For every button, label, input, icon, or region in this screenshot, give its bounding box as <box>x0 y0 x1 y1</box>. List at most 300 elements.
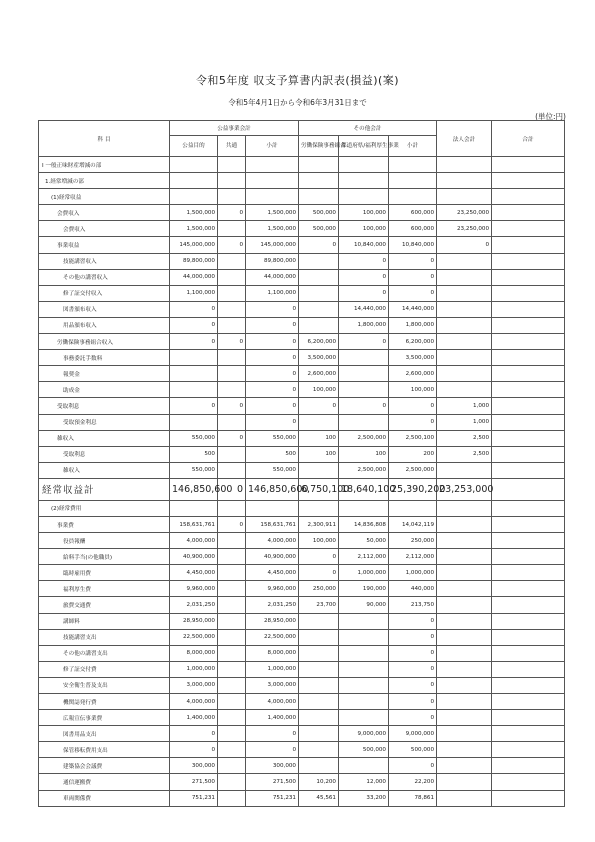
row-value <box>299 677 339 693</box>
row-value: 4,450,000 <box>170 565 218 581</box>
row-value: 0 <box>389 629 437 645</box>
row-value <box>299 726 339 742</box>
row-label: 労働保険事務組合収入 <box>39 334 170 350</box>
row-value <box>218 565 246 581</box>
row-value: 0 <box>339 253 389 269</box>
row-label: 通信運搬費 <box>39 774 170 790</box>
row-value <box>299 710 339 726</box>
table-row <box>39 205 565 221</box>
row-value: 0 <box>389 613 437 629</box>
row-value <box>299 189 339 205</box>
row-value <box>437 790 492 806</box>
table-row <box>39 677 565 693</box>
row-label: 事務委託手数料 <box>39 350 170 366</box>
row-value: 9,960,000 <box>246 581 299 597</box>
row-value <box>437 462 492 478</box>
row-value: 751,231 <box>246 790 299 806</box>
row-value <box>299 173 339 189</box>
row-value: 23,253,000 <box>437 478 492 500</box>
row-value <box>218 253 246 269</box>
table-row <box>39 366 565 382</box>
row-value: 2,500,000 <box>389 462 437 478</box>
row-value <box>339 645 389 661</box>
row-label: 修了証交付費 <box>39 661 170 677</box>
row-value: 0 <box>218 205 246 221</box>
row-value <box>218 694 246 710</box>
row-value <box>492 269 565 285</box>
row-value <box>170 500 218 516</box>
row-label: 事業費 <box>39 516 170 532</box>
header-public-group: 公益事業会計 <box>170 121 299 136</box>
row-value: 22,500,000 <box>170 629 218 645</box>
row-value: 0 <box>339 285 389 301</box>
row-value: 1,500,000 <box>246 205 299 221</box>
table-row <box>39 414 565 430</box>
row-label: 助成金 <box>39 382 170 398</box>
header-pub-sub: 小計 <box>246 136 299 157</box>
row-value <box>437 726 492 742</box>
row-value <box>492 173 565 189</box>
row-value <box>437 613 492 629</box>
row-label: (2)経常費用 <box>39 500 170 516</box>
row-value: 1,000 <box>437 414 492 430</box>
row-value <box>437 629 492 645</box>
row-value <box>218 446 246 462</box>
table-row <box>39 742 565 758</box>
header-total: 合計 <box>492 121 565 157</box>
row-value <box>437 253 492 269</box>
row-value <box>389 189 437 205</box>
row-value: 0 <box>389 758 437 774</box>
row-value: 1,000,000 <box>246 661 299 677</box>
row-value <box>218 500 246 516</box>
report-title: 令和5年度 収支予算書内訳表(損益)(案) <box>195 74 400 87</box>
row-value: 1,100,000 <box>170 285 218 301</box>
table-row <box>39 221 565 237</box>
row-value: 271,500 <box>170 774 218 790</box>
row-value <box>492 334 565 350</box>
row-value <box>339 629 389 645</box>
row-value <box>492 350 565 366</box>
row-value: 500,000 <box>389 742 437 758</box>
row-value <box>492 613 565 629</box>
row-value: 0 <box>170 398 218 414</box>
row-value <box>218 173 246 189</box>
total-row <box>39 478 565 500</box>
row-value <box>218 774 246 790</box>
row-value: 0 <box>170 742 218 758</box>
row-value <box>437 549 492 565</box>
row-value: 0 <box>246 301 299 317</box>
row-value <box>170 173 218 189</box>
table-row <box>39 710 565 726</box>
row-value <box>339 350 389 366</box>
row-value: 78,861 <box>389 790 437 806</box>
table-row <box>39 350 565 366</box>
row-value: 1,500,000 <box>170 221 218 237</box>
row-value: 0 <box>389 677 437 693</box>
row-value: 2,600,000 <box>299 366 339 382</box>
row-value <box>299 301 339 317</box>
row-value: 1,400,000 <box>246 710 299 726</box>
row-value <box>492 516 565 532</box>
row-value: 28,950,000 <box>246 613 299 629</box>
table-row <box>39 173 565 189</box>
row-label: 臨時雇用費 <box>39 565 170 581</box>
row-value: 44,000,000 <box>170 269 218 285</box>
row-value <box>492 742 565 758</box>
row-value <box>492 205 565 221</box>
row-value: 250,000 <box>389 533 437 549</box>
row-value <box>170 189 218 205</box>
row-value <box>339 173 389 189</box>
row-value <box>218 742 246 758</box>
table-row <box>39 500 565 516</box>
row-value <box>492 446 565 462</box>
row-value <box>299 758 339 774</box>
row-value: 158,631,761 <box>246 516 299 532</box>
table-row <box>39 565 565 581</box>
table-row <box>39 774 565 790</box>
row-value: 2,500 <box>437 430 492 446</box>
row-value: 100 <box>299 430 339 446</box>
row-value: 0 <box>246 350 299 366</box>
row-value <box>170 414 218 430</box>
row-value <box>492 500 565 516</box>
row-value: 45,561 <box>299 790 339 806</box>
row-value: 0 <box>437 237 492 253</box>
row-value: 0 <box>246 317 299 333</box>
row-value <box>218 301 246 317</box>
row-label: 建築協会会議費 <box>39 758 170 774</box>
row-value: 23,250,000 <box>437 205 492 221</box>
row-value <box>218 710 246 726</box>
row-label: 技能講習支出 <box>39 629 170 645</box>
row-value: 250,000 <box>299 581 339 597</box>
row-value <box>339 382 389 398</box>
row-value <box>492 726 565 742</box>
row-value: 500,000 <box>339 742 389 758</box>
row-value <box>339 414 389 430</box>
table-body <box>39 157 565 807</box>
row-value <box>339 500 389 516</box>
report-period: 令和5年4月1日から令和6年3月31日まで <box>228 98 367 107</box>
table-row <box>39 462 565 478</box>
row-value: 2,112,000 <box>339 549 389 565</box>
header-oth-sub: 小計 <box>389 136 437 157</box>
row-value: 33,200 <box>339 790 389 806</box>
row-label: 受取利息 <box>39 398 170 414</box>
row-value: 3,000,000 <box>246 677 299 693</box>
row-value: 6,200,000 <box>299 334 339 350</box>
row-label: 安全衛生普及支出 <box>39 677 170 693</box>
row-value <box>218 581 246 597</box>
row-value <box>492 565 565 581</box>
row-value <box>218 661 246 677</box>
table-row <box>39 629 565 645</box>
row-value: 100,000 <box>389 382 437 398</box>
row-value <box>492 189 565 205</box>
row-value: 550,000 <box>170 462 218 478</box>
header-other-group: その他会計 <box>299 121 437 136</box>
row-value: 4,000,000 <box>246 694 299 710</box>
table-row <box>39 613 565 629</box>
row-value <box>170 157 218 173</box>
table-row <box>39 790 565 806</box>
table-row <box>39 157 565 173</box>
row-value: 0 <box>389 285 437 301</box>
row-value: 0 <box>246 398 299 414</box>
row-value <box>437 677 492 693</box>
row-value <box>246 173 299 189</box>
row-value: 145,000,000 <box>246 237 299 253</box>
row-label: 給料手当(の他職員) <box>39 549 170 565</box>
row-value: 0 <box>339 398 389 414</box>
table-row <box>39 597 565 613</box>
row-value <box>299 694 339 710</box>
row-value <box>218 726 246 742</box>
row-value: 2,031,250 <box>170 597 218 613</box>
row-value: 0 <box>218 237 246 253</box>
row-value <box>339 694 389 710</box>
row-value: 23,250,000 <box>437 221 492 237</box>
row-value: 23,700 <box>299 597 339 613</box>
row-value: 1,500,000 <box>246 221 299 237</box>
row-value: 40,900,000 <box>246 549 299 565</box>
row-value <box>299 253 339 269</box>
row-value <box>437 742 492 758</box>
row-value: 3,000,000 <box>170 677 218 693</box>
row-value <box>492 221 565 237</box>
row-value: 9,000,000 <box>339 726 389 742</box>
row-value <box>299 661 339 677</box>
table-row <box>39 398 565 414</box>
row-label: 事業収益 <box>39 237 170 253</box>
row-value: 100 <box>339 446 389 462</box>
row-value <box>437 285 492 301</box>
row-value <box>492 629 565 645</box>
row-value: 751,231 <box>170 790 218 806</box>
row-value: 0 <box>170 301 218 317</box>
table-header <box>39 121 565 157</box>
row-label: 広報宣伝事業費 <box>39 710 170 726</box>
row-value: 1,500,000 <box>170 205 218 221</box>
row-value: 2,112,000 <box>389 549 437 565</box>
row-value: 0 <box>218 478 246 500</box>
row-value <box>218 366 246 382</box>
row-value: 0 <box>246 414 299 430</box>
row-value: 550,000 <box>170 430 218 446</box>
row-value: 8,000,000 <box>170 645 218 661</box>
row-value: 2,500 <box>437 446 492 462</box>
row-value <box>339 366 389 382</box>
row-value: 0 <box>339 334 389 350</box>
row-label: その他の講習支出 <box>39 645 170 661</box>
row-label: 旅費交通費 <box>39 597 170 613</box>
table-row <box>39 516 565 532</box>
row-label: 役員報酬 <box>39 533 170 549</box>
row-value <box>437 597 492 613</box>
row-value: 4,000,000 <box>246 533 299 549</box>
row-value: 500,000 <box>299 221 339 237</box>
row-value: 0 <box>170 726 218 742</box>
table-row <box>39 285 565 301</box>
row-value <box>492 253 565 269</box>
row-value: 0 <box>299 398 339 414</box>
row-value: 18,640,100 <box>339 478 389 500</box>
row-value <box>218 613 246 629</box>
row-value: 0 <box>218 334 246 350</box>
row-value: 100,000 <box>299 382 339 398</box>
table-row <box>39 645 565 661</box>
row-value: 50,000 <box>339 533 389 549</box>
row-value <box>218 758 246 774</box>
row-value <box>437 516 492 532</box>
row-value: 0 <box>246 382 299 398</box>
row-value <box>492 414 565 430</box>
row-value: 200 <box>389 446 437 462</box>
row-value: 0 <box>246 334 299 350</box>
table-row <box>39 317 565 333</box>
row-value: 2,500,000 <box>339 462 389 478</box>
row-value: 500,000 <box>299 205 339 221</box>
row-value: 4,000,000 <box>170 694 218 710</box>
row-value: 10,840,000 <box>389 237 437 253</box>
table-row <box>39 533 565 549</box>
header-oth-b: 都道府県/福利厚生事業 <box>339 136 389 157</box>
row-value: 12,000 <box>339 774 389 790</box>
row-value: 2,300,911 <box>299 516 339 532</box>
row-value <box>492 710 565 726</box>
row-label: 報奨金 <box>39 366 170 382</box>
table-row <box>39 581 565 597</box>
row-value: 22,500,000 <box>246 629 299 645</box>
row-value <box>299 317 339 333</box>
row-value <box>492 549 565 565</box>
row-value: 6,750,100 <box>299 478 339 500</box>
row-label: 受取利息 <box>39 446 170 462</box>
table-row <box>39 382 565 398</box>
row-value: 8,000,000 <box>246 645 299 661</box>
row-value: 1,000,000 <box>339 565 389 581</box>
row-value: 3,500,000 <box>389 350 437 366</box>
row-label: 図書頒布収入 <box>39 301 170 317</box>
row-value <box>218 317 246 333</box>
row-value: 28,950,000 <box>170 613 218 629</box>
row-value: 0 <box>339 269 389 285</box>
row-value <box>246 500 299 516</box>
row-value <box>218 645 246 661</box>
row-value <box>492 430 565 446</box>
row-value: 2,031,250 <box>246 597 299 613</box>
row-value: 2,500,000 <box>339 430 389 446</box>
row-value <box>437 317 492 333</box>
row-value <box>218 221 246 237</box>
row-value: 0 <box>218 430 246 446</box>
row-value <box>339 189 389 205</box>
row-value: 22,200 <box>389 774 437 790</box>
row-value <box>492 398 565 414</box>
row-value: 10,200 <box>299 774 339 790</box>
row-value <box>492 462 565 478</box>
row-value <box>218 533 246 549</box>
row-value: 4,000,000 <box>170 533 218 549</box>
row-label: 技能講習収入 <box>39 253 170 269</box>
row-value: 2,500,100 <box>389 430 437 446</box>
row-value: 0 <box>389 661 437 677</box>
row-label: その他の講習収入 <box>39 269 170 285</box>
row-label: 雑収入 <box>39 430 170 446</box>
row-value: 600,000 <box>389 221 437 237</box>
row-value: 10,840,000 <box>339 237 389 253</box>
row-value: 89,800,000 <box>246 253 299 269</box>
row-value: 0 <box>299 565 339 581</box>
row-label: 講師料 <box>39 613 170 629</box>
row-value <box>170 350 218 366</box>
row-value <box>437 694 492 710</box>
row-value <box>170 382 218 398</box>
row-value <box>492 677 565 693</box>
row-value <box>492 774 565 790</box>
row-value: 1,000 <box>437 398 492 414</box>
row-value <box>246 157 299 173</box>
row-value <box>218 597 246 613</box>
row-value <box>389 157 437 173</box>
row-value: 0 <box>389 414 437 430</box>
table-row <box>39 758 565 774</box>
row-value: 100 <box>299 446 339 462</box>
row-value: 6,200,000 <box>389 334 437 350</box>
row-value: 190,000 <box>339 581 389 597</box>
header-pub-a: 公益目的 <box>170 136 218 157</box>
row-label: 機関誌発行費 <box>39 694 170 710</box>
row-value <box>492 366 565 382</box>
row-value <box>339 758 389 774</box>
row-label: 雑収入 <box>39 462 170 478</box>
row-value: 0 <box>389 645 437 661</box>
table-row <box>39 430 565 446</box>
row-value <box>437 581 492 597</box>
row-value: 0 <box>299 237 339 253</box>
row-value: 90,000 <box>339 597 389 613</box>
row-value <box>299 269 339 285</box>
budget-table <box>38 120 565 807</box>
row-value <box>218 790 246 806</box>
row-value <box>218 462 246 478</box>
row-value <box>437 500 492 516</box>
row-label: 経常収益計 <box>39 478 170 500</box>
row-value <box>299 629 339 645</box>
row-value: 14,440,000 <box>339 301 389 317</box>
row-value <box>492 157 565 173</box>
row-value: 14,440,000 <box>389 301 437 317</box>
table-row <box>39 269 565 285</box>
row-value <box>218 350 246 366</box>
table-row <box>39 726 565 742</box>
row-value: 146,850,600 <box>246 478 299 500</box>
row-value <box>492 478 565 500</box>
row-value <box>437 269 492 285</box>
row-value <box>492 581 565 597</box>
table-row <box>39 334 565 350</box>
row-value: 25,390,200 <box>389 478 437 500</box>
row-value <box>299 157 339 173</box>
row-value: 0 <box>246 742 299 758</box>
row-value: 9,000,000 <box>389 726 437 742</box>
row-value: 1,100,000 <box>246 285 299 301</box>
row-value <box>170 366 218 382</box>
row-value: 100,000 <box>339 221 389 237</box>
